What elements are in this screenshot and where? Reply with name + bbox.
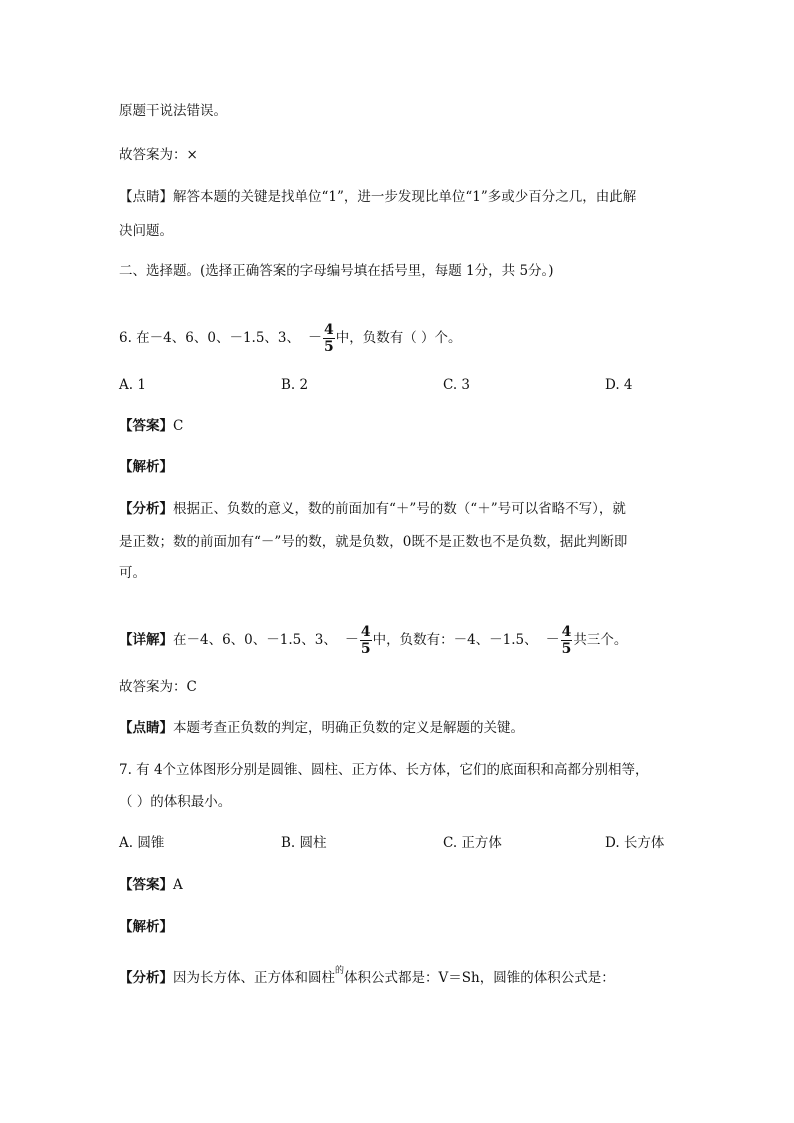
q7-option-c: C. 正方体 xyxy=(443,835,502,851)
section-title-choice: 二、选择题。(选择正确答案的字母编号填在括号里，每题 1分，共 5分。) xyxy=(119,263,554,279)
q6-detail-negative-sign: － xyxy=(344,632,359,648)
q6-fraction-numerator: 4 xyxy=(324,322,334,338)
q6-fraction-denominator: 5 xyxy=(324,339,334,355)
q6-detail-fraction-2-denominator: 5 xyxy=(561,641,572,657)
q6-note-text: 本题考查正负数的判定，明确正负数的定义是解题的关键。 xyxy=(173,720,524,736)
q6-detail-label: 【详解】 xyxy=(119,632,173,648)
note-line-1 xyxy=(119,187,636,207)
q6-option-c: C. 3 xyxy=(443,377,471,393)
q6-option-b: B. 2 xyxy=(281,377,309,393)
q6-fenxi-line-1 xyxy=(119,499,626,519)
q7-fenxi-text-b: 体积公式都是：V＝Sh，圆锥的体积公式是： xyxy=(344,970,615,986)
q7-option-a: A. 圆锥 xyxy=(119,835,165,851)
q6-note-label: 【点睛】 xyxy=(119,720,173,736)
q6-detail-fraction-2 xyxy=(561,624,573,657)
q7-answer-label: 【答案】 xyxy=(119,877,173,893)
q7-option-b: B. 圆柱 xyxy=(281,835,327,851)
q6-option-d: D. 4 xyxy=(605,377,633,393)
q6-note xyxy=(119,718,524,738)
q6-detail-fraction-2-numerator: 4 xyxy=(561,624,572,640)
q6-detail-negative-sign-2: － xyxy=(545,632,560,648)
q6-stem-suffix: 中，负数有（ ）个。 xyxy=(335,330,462,346)
q7-fenxi-line xyxy=(119,961,615,988)
text-answer-cross: 故答案为：× xyxy=(119,147,198,163)
question-6-stem xyxy=(119,322,462,355)
q7-analysis-title: 【解析】 xyxy=(119,919,173,935)
q6-answer-value: C xyxy=(173,418,184,434)
question-7-stem-line-1: 7. 有 4个立体图形分别是圆锥、圆柱、正方体、长方体，它们的底面积和高都分别相等， xyxy=(119,762,649,778)
q6-answer xyxy=(119,416,183,436)
text-original-statement-wrong: 原题干说法错误。 xyxy=(119,103,227,119)
q6-detail-suffix: 共三个。 xyxy=(573,632,628,648)
q7-fenxi-text-a: 因为长方体、正方体和圆柱 xyxy=(173,970,335,986)
q6-answer-label: 【答案】 xyxy=(119,418,173,434)
q6-analysis-title: 【解析】 xyxy=(119,459,173,475)
q6-detail-fraction-numerator: 4 xyxy=(360,624,371,640)
q6-stem-prefix: 6. 在－4、6、0、－1.5、3、 xyxy=(119,330,300,346)
question-7-stem-line-2: （ ）的体积最小。 xyxy=(119,794,232,810)
q6-final-answer: 故答案为：C xyxy=(119,679,197,695)
q7-answer-value: A xyxy=(173,877,183,893)
q6-fenxi-line-2: 是正数；数的前面加有“－”号的数，就是负数，0既不是正数也不是负数，据此判断即 xyxy=(119,534,628,550)
q6-fenxi-line-3: 可。 xyxy=(119,565,146,581)
q7-option-d: D. 长方体 xyxy=(605,835,665,851)
q6-option-a: A. 1 xyxy=(119,377,146,393)
q6-fraction xyxy=(323,322,335,355)
q6-detail-prefix: 在－4、6、0、－1.5、3、 xyxy=(173,632,337,648)
q7-fenxi-label: 【分析】 xyxy=(119,970,173,986)
q6-fenxi-label: 【分析】 xyxy=(119,501,173,517)
q6-detail-middle: 中，负数有：－4、－1.5、 xyxy=(372,632,538,648)
note-line-2: 决问题。 xyxy=(119,223,173,239)
q6-detail-fraction xyxy=(360,624,372,657)
q6-fenxi-text-1: 根据正、负数的意义，数的前面加有“＋”号的数（“＋”号可以省略不写），就 xyxy=(173,501,626,517)
q6-detail-fraction-denominator: 5 xyxy=(360,641,371,657)
q7-fenxi-superscript: 的 xyxy=(335,966,345,976)
q6-negative-sign: － xyxy=(308,330,322,346)
q6-detail xyxy=(119,624,627,657)
note-text-1: 【点睛】解答本题的关键是找单位“1”，进一步发现比单位“1”多或少百分之几，由此解 xyxy=(119,189,637,205)
q7-answer xyxy=(119,875,183,895)
